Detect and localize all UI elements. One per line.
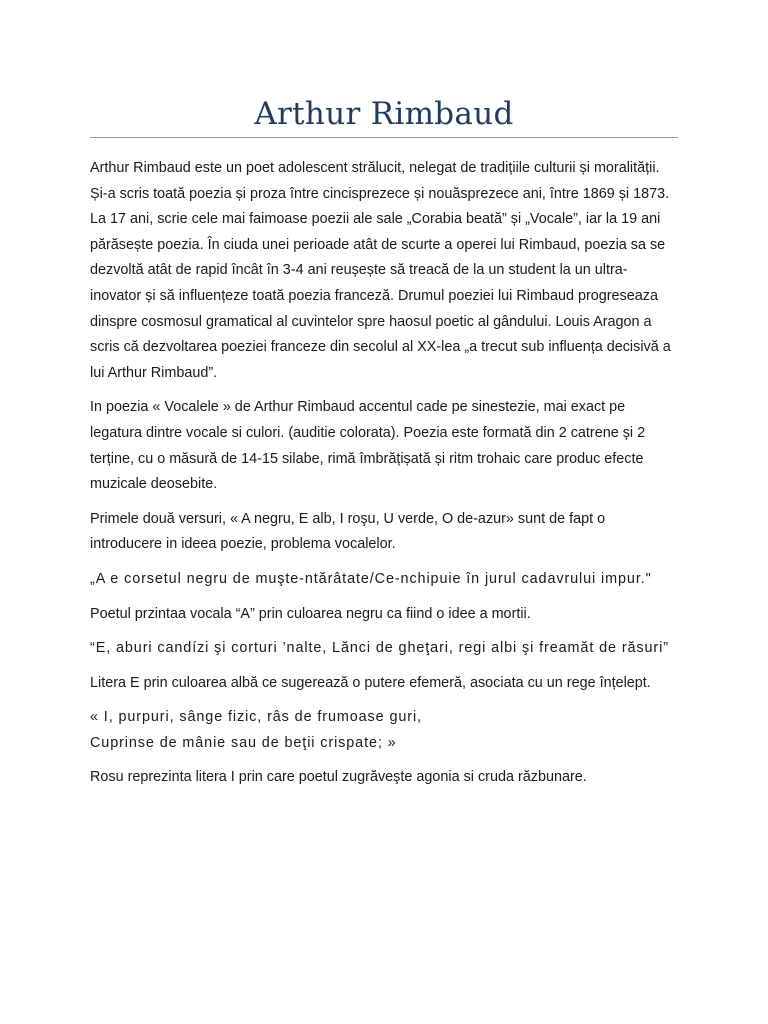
paragraph-vocalele: In poezia « Vocalele » de Arthur Rimbaud accentul cade pe sinestezie, mai exact pe legatura dintre vocale si culori. (auditie colorata). Poezia este formată din 2 catrene și 2 terține, cu o măsură de 14-15 silabe, rimă îmbrățișată și ritm trohaic care produc efecte muzicale deosebite. — [90, 399, 646, 493]
quote-i — [90, 705, 678, 756]
quote-a: „A e corsetul negru de muşte-ntărâtate/Ce-nchipuie în jurul cadavrului impur." — [90, 570, 652, 587]
document-page — [90, 0, 678, 800]
document-title: Arthur Rimbaud — [254, 96, 514, 132]
title-underline — [90, 137, 678, 138]
quote-i-line-1: « I, purpuri, sânge fizic, râs de frumoase guri, — [90, 709, 422, 726]
paragraph-first-verses: Primele două versuri, « A negru, E alb, I roşu, U verde, O de-azur» sunt de fapt o introducere in ideea poezie, problema vocalelor. — [90, 510, 606, 553]
paragraph-intro: Arthur Rimbaud este un poet adolescent strălucit, nelegat de tradițiile culturii și moralității. Și-a scris toată poezia și proza între cincisprezece și nouăsprezece ani, între 1869 și 1873. La 17 ani, scrie cele mai faimoase poezii ale sale „Corabia beată” și „Vocale”, iar la 19 ani părăsește poezia. În ciuda unei perioade atât de scurte a operei lui Rimbaud, poezia sa se dezvoltă atât de rapid încât în 3-4 ani reușește să treacă de la un student la un ultra-inovator și să influențeze toată poezia franceză. Drumul poeziei lui Rimbaud progreseaza dinspre cosmosul gramatical al cuvintelor spre haosul poetic al gândului. Louis Aragon a scris că dezvoltarea poeziei franceze din secolul al XX-lea „a trecut sub influența decisivă a lui Arthur Rimbaud”. — [90, 160, 671, 381]
quote-i-line-2: Cuprinse de mânie sau de beţii crispate; » — [90, 734, 397, 751]
document-body — [90, 156, 678, 791]
quote-e: “E, aburi candízi şi corturi ’nalte, Lănci de gheţari, regi albi şi freamăt de răsuri” — [90, 640, 669, 657]
paragraph-letter-i: Rosu reprezinta litera I prin care poetul zugrăveşte agonia si cruda răzbunare. — [90, 769, 587, 786]
paragraph-letter-e: Litera E prin culoarea albă ce sugerează o putere efemeră, asociata cu un rege înțelept. — [90, 674, 651, 691]
paragraph-vocal-a: Poetul przintaa vocala “A” prin culoarea negru ca fiind o idee a mortii. — [90, 605, 531, 622]
